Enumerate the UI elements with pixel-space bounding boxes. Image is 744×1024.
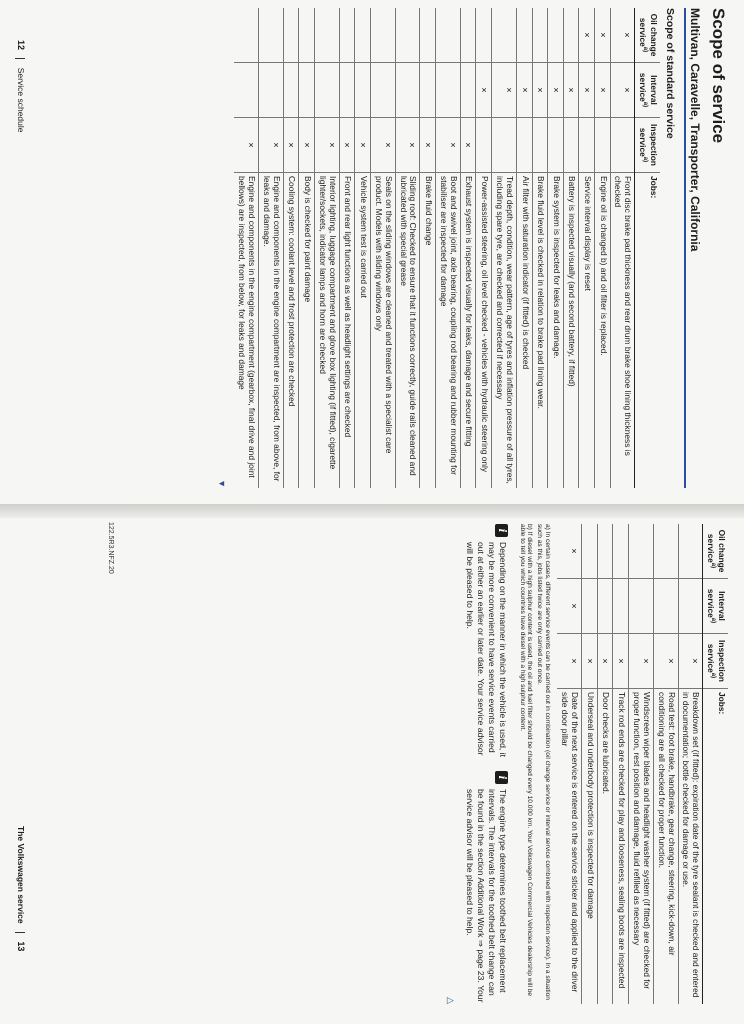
check-inspection (563, 118, 579, 173)
table-row (610, 8, 635, 488)
footnote-a: a) In certain cases, different service events can be carried out in combination (oil change service or interval service combined with inspection service). In a situation such as this, jobs listed twice are only carried out once. (536, 524, 552, 1000)
check-oil (355, 8, 371, 63)
table-row (314, 8, 339, 488)
job-description: Tread depth, condition, wear pattern, age of tyres and inflation pressure of all tyres, including spare tyre, are checked and corrected if necessary (492, 173, 517, 489)
header-interval: Interval service$^{a)}$ (635, 63, 660, 118)
check-inspection (492, 118, 517, 173)
job-description: Exhaust system is inspected visually for leaks, damage and secure fitting (460, 173, 476, 489)
table-row (234, 8, 258, 488)
table-row (355, 8, 371, 488)
job-description: Track rod ends are checked for play and looseness, sealing boots are inspected (613, 689, 629, 1005)
check-oil (613, 524, 629, 579)
check-interval (234, 63, 258, 118)
check-interval: × (532, 63, 548, 118)
vehicle-subtitle: Multivan, Caravelle, Transporter, California (688, 8, 702, 252)
check-interval: × (557, 579, 581, 634)
header-jobs: Jobs: (703, 689, 728, 1005)
job-description: Engine oil is changed b) and oil filter is replaced. (594, 173, 610, 489)
table-row (299, 8, 315, 488)
check-interval (355, 63, 371, 118)
check-inspection: × (597, 634, 613, 689)
check-inspection (532, 118, 548, 173)
check-oil: × (594, 8, 610, 63)
check-interval (258, 63, 283, 118)
check-inspection: × (582, 634, 598, 689)
check-inspection: × (653, 634, 678, 689)
table-row (532, 8, 548, 488)
check-interval (420, 63, 436, 118)
table-row (420, 8, 436, 488)
check-interval: × (476, 63, 492, 118)
table-row (628, 524, 653, 1004)
job-description: Windscreen wiper blades and headlight washer system (if fitted) are checked for proper function, rest position and damage, fluid refilled as necessary (628, 689, 653, 1005)
check-interval: × (548, 63, 564, 118)
table-row (557, 524, 581, 1004)
job-description: Power-assisted steering, oil level checked - vehicles with hydraulic steering only (476, 173, 492, 489)
check-interval (628, 579, 653, 634)
check-interval: × (516, 63, 532, 118)
check-inspection: × (314, 118, 339, 173)
check-oil (582, 524, 598, 579)
page-13 (8, 524, 728, 1004)
info-icon: i (495, 771, 508, 784)
check-oil (339, 8, 355, 63)
end-marker: △ (445, 997, 456, 1004)
check-inspection (548, 118, 564, 173)
footnotes (518, 524, 552, 1004)
check-oil (597, 524, 613, 579)
check-oil (234, 8, 258, 63)
footnote-b: b) If diesel with a high sulphur content is used, the oil and fuel filter should be changed every 10.000 km. Your Volkswagen Commercial Vehicles dealership will be able to tell you which countries have diesel with a high sulphur content. (518, 524, 534, 997)
job-description: Service interval display is reset (579, 173, 595, 489)
job-description: Seals on the sliding windows are cleaned and treated with a specialist care product. Models with sliding windows only (370, 173, 395, 489)
note-toothed-belt (465, 771, 508, 1004)
header-oil-change: Oil change service$^{a)}$ (703, 524, 728, 579)
job-description: Battery is inspected visually (and second battery, if fitted) (563, 173, 579, 489)
note-service-timing (465, 524, 508, 757)
section-title: Scope of standard service (664, 8, 676, 139)
check-oil (420, 8, 436, 63)
check-interval (370, 63, 395, 118)
page-number-12: 12 (16, 40, 26, 51)
table-row (678, 524, 703, 1004)
table-row (395, 8, 420, 488)
check-oil (532, 8, 548, 63)
table-row (613, 524, 629, 1004)
table-row (582, 524, 598, 1004)
check-interval (436, 63, 461, 118)
job-description: Underseal and underbody protection is inspected for damage (582, 689, 598, 1005)
job-description: Brake fluid change (420, 173, 436, 489)
table-row (283, 8, 299, 488)
header-interval: Interval service$^{a)}$ (703, 579, 728, 634)
job-description: Interior lighting, luggage compartment and glove box lighting (if fitted), cigarette lighter/sockets, indicator lamps and horn are checked (314, 173, 339, 489)
check-inspection (579, 118, 595, 173)
check-inspection: × (678, 634, 703, 689)
check-oil (476, 8, 492, 63)
check-oil (283, 8, 299, 63)
check-interval (314, 63, 339, 118)
check-interval: × (563, 63, 579, 118)
job-description: Sliding roof: Checked to ensure that it functions correctly, guide rails cleaned and lubricated with special grease (395, 173, 420, 489)
check-interval: × (579, 63, 595, 118)
print-code: 122.5R3.NFZ.20 (107, 522, 114, 574)
check-oil: × (579, 8, 595, 63)
check-oil (492, 8, 517, 63)
table-row (597, 524, 613, 1004)
table-row (563, 8, 579, 488)
table-row (579, 8, 595, 488)
footer-vw-service: The Volkswagen service (16, 826, 26, 924)
check-inspection: × (299, 118, 315, 173)
check-inspection (516, 118, 532, 173)
table-row (516, 8, 532, 488)
table-row (653, 524, 678, 1004)
check-inspection: × (613, 634, 629, 689)
table-row (460, 8, 476, 488)
check-oil (563, 8, 579, 63)
job-description: Body is checked for paint damage (299, 173, 315, 489)
job-description: Breakdown set (if fitted): expiration date of the tyre sealant is checked and entered in documentation; bottle checked for damage or use. (678, 689, 703, 1005)
check-inspection: × (628, 634, 653, 689)
table-row (436, 8, 461, 488)
check-interval (597, 579, 613, 634)
table-row (258, 8, 283, 488)
continue-arrow: ▼ (216, 479, 227, 488)
check-inspection: × (258, 118, 283, 173)
check-inspection (476, 118, 492, 173)
check-oil (258, 8, 283, 63)
service-table-right (557, 524, 728, 1004)
check-oil (653, 524, 678, 579)
check-inspection: × (557, 634, 581, 689)
check-interval (395, 63, 420, 118)
check-inspection: × (355, 118, 371, 173)
footer-service-schedule: Service schedule (16, 67, 26, 133)
header-inspection: Inspection service$^{a)}$ (635, 118, 660, 173)
job-description: Vehicle system test is carried out (355, 173, 371, 489)
check-interval (653, 579, 678, 634)
table-row (548, 8, 564, 488)
check-inspection: × (234, 118, 258, 173)
header-oil-change: Oil change service$^{a)}$ (635, 8, 660, 63)
job-description: Boot and swivel joint, axle bearing, coupling rod bearing and rubber mounting for stabiliser are inspected for damage (436, 173, 461, 489)
check-interval (613, 579, 629, 634)
note-left-text: Depending on the manner in which the vehicle is used, it may be more convenient to have service events carried out at either an earlier or later date. Your service advisor will be pleased to help. (465, 542, 508, 757)
check-inspection: × (283, 118, 299, 173)
check-oil (460, 8, 476, 63)
check-inspection: × (339, 118, 355, 173)
check-inspection (594, 118, 610, 173)
check-inspection: × (436, 118, 461, 173)
check-oil: × (610, 8, 635, 63)
check-oil (678, 524, 703, 579)
table-row (339, 8, 355, 488)
check-oil (516, 8, 532, 63)
service-table-left (234, 8, 660, 488)
check-oil (314, 8, 339, 63)
page-12 (13, 8, 728, 488)
job-description: Engine and components in the engine compartment are inspected, from above, for leaks and damage. (258, 173, 283, 489)
table-row (370, 8, 395, 488)
page-number-13: 13 (16, 941, 26, 952)
note-right-text: The engine type determines toothed belt replacement intervals. The intervals for the toothed belt change can be found in the section Additional Work ⇒ page 23. Your service advisor will be pleased to help. (465, 789, 508, 1003)
check-oil: × (557, 524, 581, 579)
check-inspection: × (370, 118, 395, 173)
job-description: Front and rear light functions as well as headlight settings are checked (339, 173, 355, 489)
notes (465, 524, 508, 1004)
check-oil (628, 524, 653, 579)
check-interval (678, 579, 703, 634)
header-inspection: Inspection service$^{a)}$ (703, 634, 728, 689)
job-description: Road test: foot brake, handbrake, gear change, steering, kick-down, air conditioning are all checked for proper function. (653, 689, 678, 1005)
job-description: Door checks are lubricated. (597, 689, 613, 1005)
check-inspection: × (420, 118, 436, 173)
right-footer (15, 826, 26, 1016)
check-interval (460, 63, 476, 118)
check-oil (548, 8, 564, 63)
page-title: Scope of service (709, 8, 728, 144)
check-oil (436, 8, 461, 63)
job-description: Brake fluid level is checked in relation to brake pad lining wear. (532, 173, 548, 489)
check-interval (339, 63, 355, 118)
job-description: Air filter with saturation indicator (if fitted) is checked (516, 173, 532, 489)
info-icon: i (495, 524, 508, 537)
check-oil (299, 8, 315, 63)
check-oil (395, 8, 420, 63)
job-description: Engine and components in the engine compartment (gearbox, final drive and joint bellows) are inspected, from below, for leaks and damage (234, 173, 258, 489)
check-inspection: × (395, 118, 420, 173)
job-description: Cooling system: coolant level and frost protection are checked (283, 173, 299, 489)
table-row (476, 8, 492, 488)
check-interval (582, 579, 598, 634)
check-oil (370, 8, 395, 63)
job-description: Brake system is inspected for leaks and damage. (548, 173, 564, 489)
check-interval (299, 63, 315, 118)
table-row (594, 8, 610, 488)
check-interval (283, 63, 299, 118)
check-inspection (610, 118, 635, 173)
job-description: Front disc brake pad thickness and rear drum brake shoe lining thickness is checked (610, 173, 635, 489)
check-interval: × (610, 63, 635, 118)
job-description: Date of the next service is entered on the service sticker and applied to the driver side door pillar (557, 689, 581, 1005)
table-row (492, 8, 517, 488)
check-interval: × (492, 63, 517, 118)
title-rule (684, 8, 686, 488)
check-inspection: × (460, 118, 476, 173)
header-jobs: Jobs: (635, 173, 660, 489)
left-footer (15, 40, 26, 460)
check-interval: × (594, 63, 610, 118)
